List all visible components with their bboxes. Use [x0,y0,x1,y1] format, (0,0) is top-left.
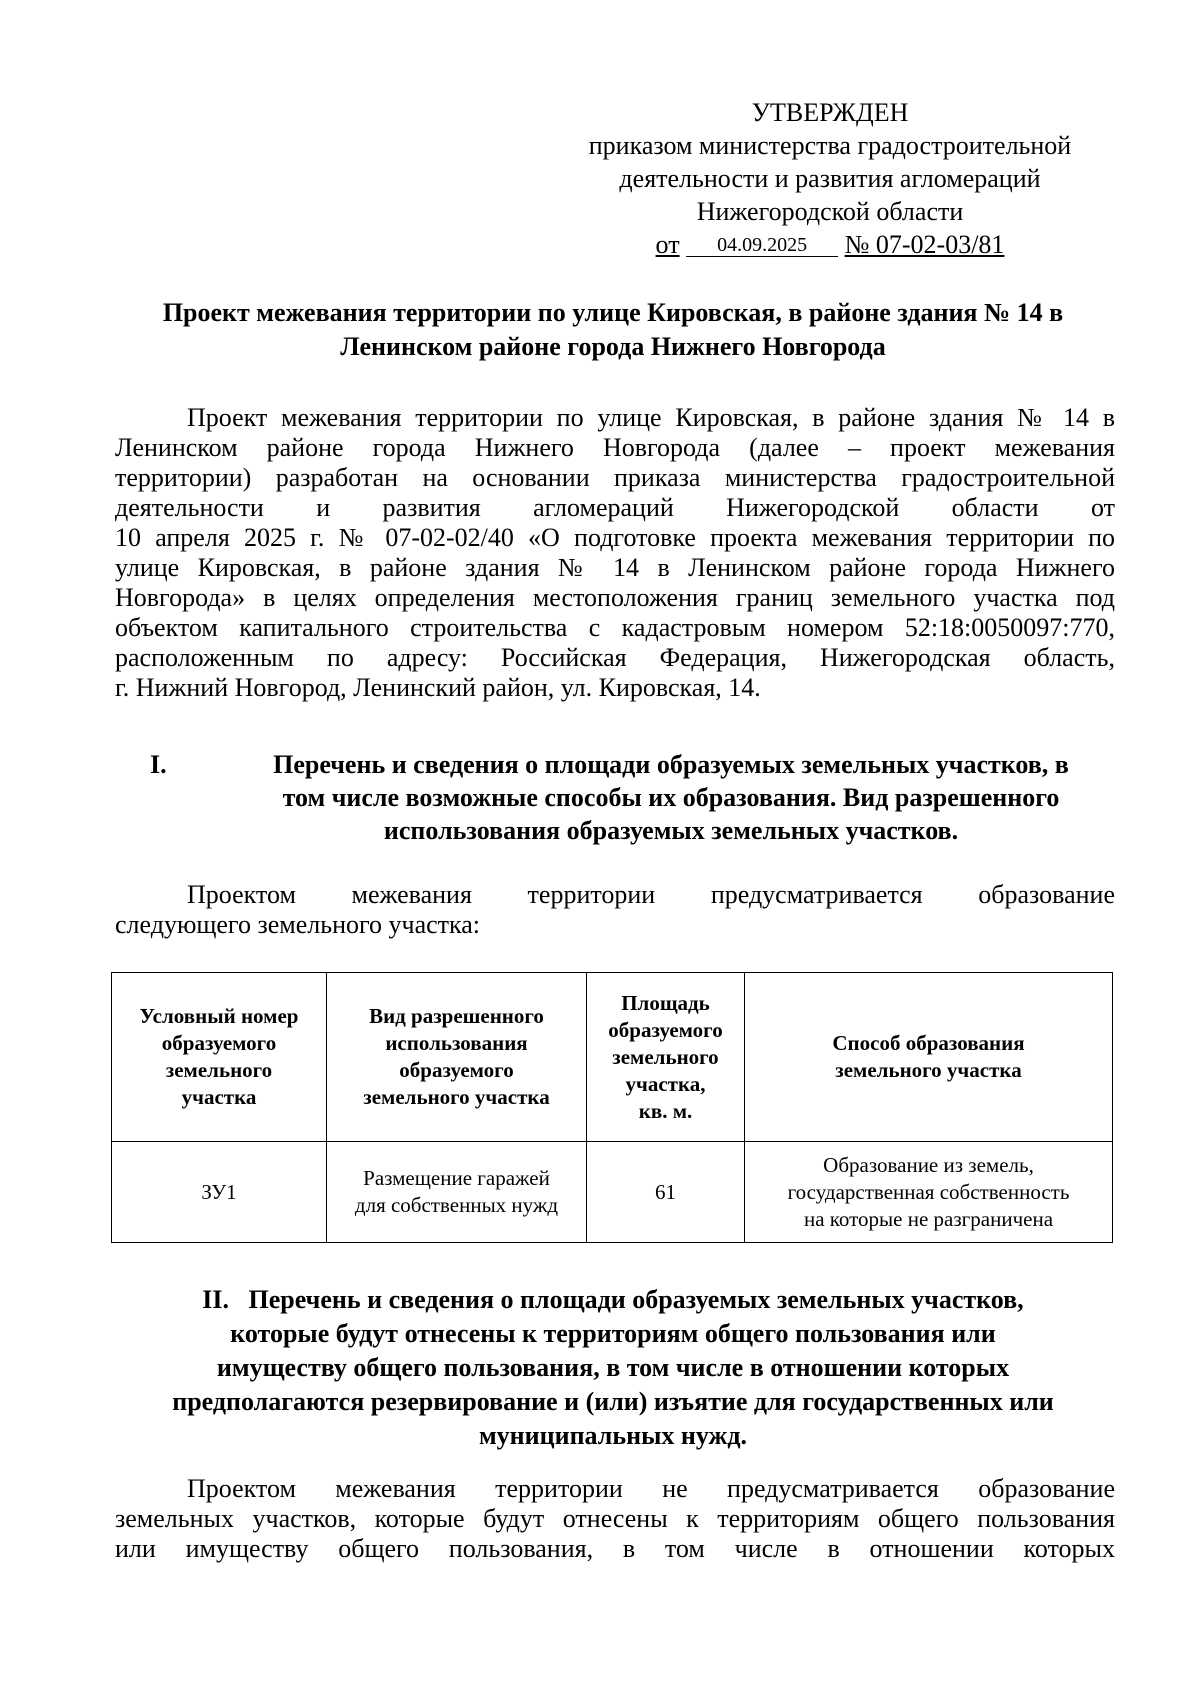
table-header-row [112,973,1113,1142]
heading-line: II. Перечень и сведения о площади образуемых земельных участков, [202,1285,1024,1314]
paragraph-line: Проектом межевания территории предусматривается образование [187,880,1115,909]
approval-number: № 07-02-03/81 [844,230,1005,259]
paragraph-line: Новгорода» в целях определения местоположения границ земельного участка под [115,583,1115,612]
heading-line: предполагаются резервирование и (или) изъятие для государственных или [172,1387,1054,1416]
column-header: Вид разрешенного использования образуемого земельного участка [327,973,587,1142]
approval-line: деятельности и развития агломераций [619,164,1041,193]
date-prefix: от [655,230,680,259]
approval-date-line [560,228,1100,261]
heading-line: том числе возможные способы их образования. Вид разрешенного [282,783,1060,812]
approval-line: Нижегородской области [696,197,964,226]
table-row [112,1142,1113,1243]
approval-line: приказом министерства градостроительной [588,131,1072,160]
section-2-heading [108,1283,1118,1453]
paragraph-line: следующего земельного участка: [115,910,481,939]
heading-line: имуществу общего пользования, в том числе в отношении которых [216,1353,1010,1382]
land-plots-table [111,972,1113,1243]
title-line: Проект межевания территории по улице Кировская, в районе здания № 14 в [162,298,1064,327]
paragraph-line: или имуществу общего пользования, в том числе в отношении которых [115,1534,1115,1563]
intro-paragraph [115,403,1115,703]
column-header: Площадь образуемого земельного участка, кв. м. [587,973,745,1142]
approval-block [560,96,1100,261]
paragraph-line: Проект межевания территории по улице Кировская, в районе здания № 14 в [187,403,1115,432]
approval-heading: УТВЕРЖДЕН [751,98,909,127]
section-numeral: I. [150,750,167,779]
section-2-paragraph [115,1474,1115,1564]
section-1-heading [150,748,1110,847]
paragraph-line: земельных участков, которые будут отнесены к территориям общего пользования [115,1504,1115,1533]
paragraph-line: расположенным по адресу: Российская Федерация, Нижегородская область, [115,643,1115,672]
table-cell: ЗУ1 [112,1142,327,1243]
paragraph-line: г. Нижний Новгород, Ленинский район, ул. Кировская, 14. [115,673,761,702]
approval-date: 04.09.2025 [686,234,838,257]
paragraph-line: территории) разработан на основании приказа министерства градостроительной [115,463,1115,492]
document-title [108,296,1118,364]
paragraph-line: Ленинском районе города Нижнего Новгорода (далее – проект межевания [115,433,1115,462]
table-cell: Размещение гаражей для собственных нужд [327,1142,587,1243]
paragraph-line: Проектом межевания территории не предусматривается образование [187,1474,1115,1503]
section-1-paragraph [115,880,1115,940]
title-line: Ленинском районе города Нижнего Новгорода [340,332,886,361]
heading-line: которые будут отнесены к территориям общего пользования или [230,1319,996,1348]
heading-line: муниципальных нужд. [478,1421,748,1450]
paragraph-line: 10 апреля 2025 г. № 07-02-02/40 «О подготовке проекта межевания территории по [115,523,1115,552]
heading-line: использования образуемых земельных участков. [383,816,959,845]
table-cell: 61 [587,1142,745,1243]
paragraph-line: улице Кировская, в районе здания № 14 в Ленинском районе города Нижнего [115,553,1115,582]
column-header: Способ образования земельного участка [745,973,1113,1142]
table-cell: Образование из земель, государственная собственность на которые не разграничена [745,1142,1113,1243]
column-header: Условный номер образуемого земельного участка [112,973,327,1142]
paragraph-line: объектом капитального строительства с кадастровым номером 52:18:0050097:770, [115,613,1115,642]
paragraph-line: деятельности и развития агломераций Нижегородской области от [115,493,1115,522]
heading-line: Перечень и сведения о площади образуемых земельных участков, в [273,750,1069,779]
